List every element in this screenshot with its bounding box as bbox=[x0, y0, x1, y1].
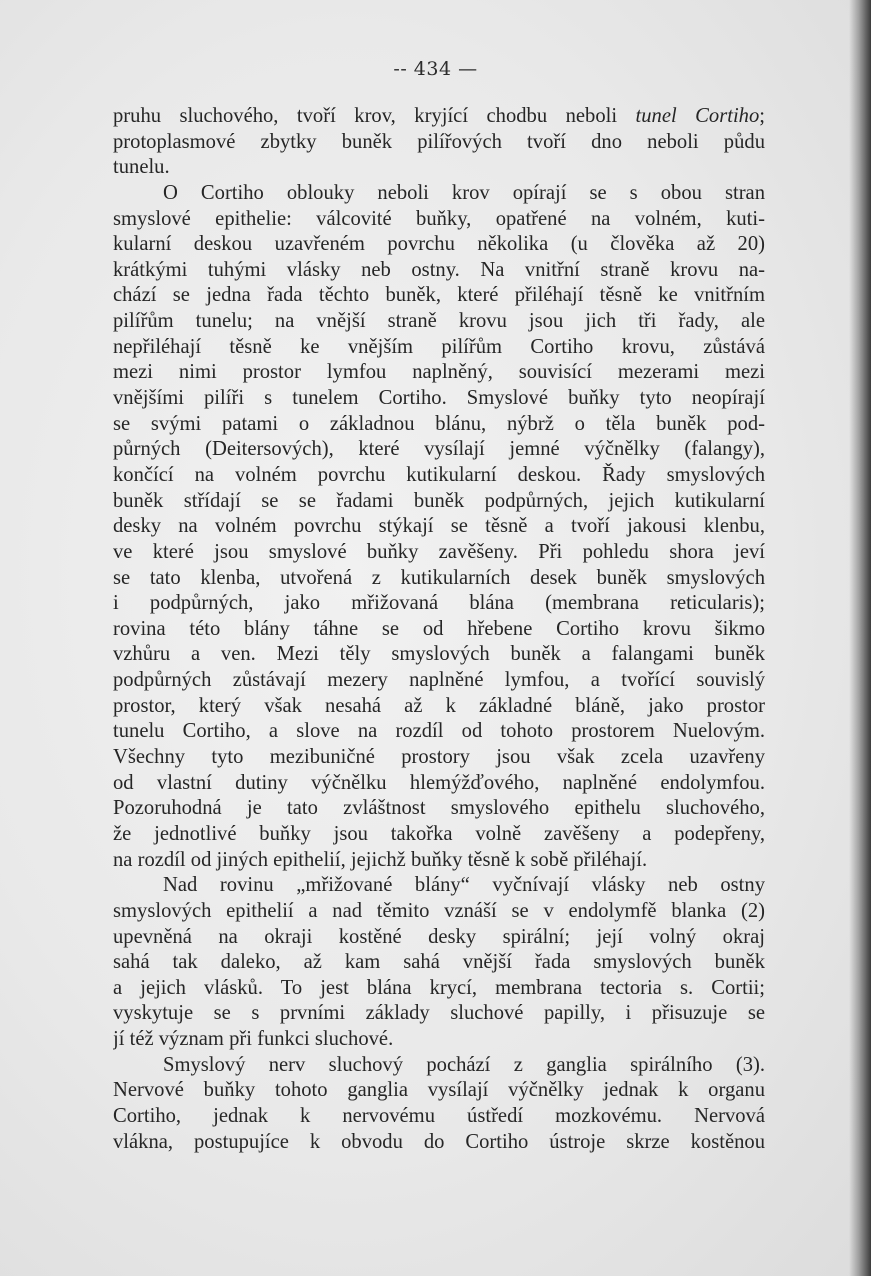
text-run: se tato klenba, utvořená z kutikularních desek buněk smyslových bbox=[113, 566, 765, 589]
text-line bbox=[113, 591, 765, 617]
text-line bbox=[113, 642, 765, 668]
text-line bbox=[113, 925, 765, 951]
text-line bbox=[113, 207, 765, 233]
text-line bbox=[113, 514, 765, 540]
text-run: vzhůru a ven. Mezi těly smyslových buněk a falangami buněk bbox=[113, 643, 765, 666]
text-run: tunelu. bbox=[113, 156, 170, 179]
text-line bbox=[113, 745, 765, 771]
paragraph-first-line bbox=[113, 873, 765, 899]
body-text bbox=[113, 104, 765, 1155]
text-run: na rozdíl od jiných epithelií, jejichž buňky těsně k sobě přiléhají. bbox=[113, 848, 648, 871]
text-run: Cortiho, jednak k nervovému ústředí mozkovému. Nervová bbox=[113, 1104, 765, 1127]
text-run: smyslových epithelií a nad těmito vznáší se v endolymfě blanka (2) bbox=[113, 899, 765, 922]
text-run: O Cortiho oblouky neboli krov opírají se s obou stran bbox=[163, 181, 765, 204]
text-line bbox=[113, 1130, 765, 1156]
page-binding-shadow bbox=[849, 0, 871, 1276]
text-line bbox=[113, 540, 765, 566]
text-line bbox=[113, 155, 765, 181]
text-line bbox=[113, 1001, 765, 1027]
text-run: vyskytuje se s prvními základy sluchové papilly, i přisuzuje se bbox=[113, 1002, 765, 1025]
text-line bbox=[113, 360, 765, 386]
text-run: jí též význam při funkci sluchové. bbox=[113, 1028, 394, 1051]
text-run: vlákna, postupujíce k obvodu do Cortiho ústroje skrze kostěnou bbox=[113, 1130, 765, 1153]
text-line bbox=[113, 489, 765, 515]
text-line bbox=[113, 1104, 765, 1130]
text-run: tunelu Cortiho, a slove na rozdíl od tohoto prostorem Nuelovým. bbox=[113, 720, 765, 743]
text-run: Smyslový nerv sluchový pochází z ganglia spirálního (3). bbox=[163, 1053, 765, 1076]
text-run: ; bbox=[759, 105, 765, 127]
text-run: ve které jsou smyslové buňky zavěšeny. Při pohledu shora jeví bbox=[113, 540, 765, 563]
text-run: buněk střídají se se řadami buněk podpůrných, jejich kutikularní bbox=[113, 489, 765, 512]
page-number: -- 434 — bbox=[393, 58, 478, 80]
text-line bbox=[113, 771, 765, 797]
italic-term: tunel Cortiho bbox=[635, 105, 760, 127]
text-run: upevněná na okraji kostěné desky spirální; její volný okraj bbox=[113, 925, 765, 948]
text-run: pilířům tunelu; na vnější straně krovu jsou jich tři řady, ale bbox=[113, 310, 765, 333]
text-line bbox=[113, 566, 765, 592]
text-line bbox=[113, 463, 765, 489]
text-run: mezi nimi prostor lymfou naplněný, souvisící mezerami mezi bbox=[113, 361, 765, 384]
text-line bbox=[113, 335, 765, 361]
text-line bbox=[113, 1027, 765, 1053]
text-line bbox=[113, 976, 765, 1002]
text-run: Nad rovinu „mřižované blány“ vyčnívají vlásky neb ostny bbox=[163, 874, 765, 897]
text-run: pruhu sluchového, tvoří krov, kryjící chodbu neboli bbox=[113, 105, 636, 127]
paragraph-first-line bbox=[113, 104, 765, 130]
text-run: se svými patami o základnou blánu, nýbrž o těla buněk pod- bbox=[113, 412, 765, 435]
text-line bbox=[113, 1078, 765, 1104]
text-line bbox=[113, 283, 765, 309]
text-line bbox=[113, 899, 765, 925]
text-run: sahá tak daleko, až kam sahá vnější řada smyslových buněk bbox=[113, 951, 765, 974]
text-run: půrných (Deitersových), které vysílají jemné výčnělky (falangy), bbox=[113, 438, 765, 461]
text-line bbox=[113, 386, 765, 412]
text-run: krátkými tuhými vlásky neb ostny. Na vnitřní straně krovu na- bbox=[113, 258, 765, 281]
text-line bbox=[113, 258, 765, 284]
text-run: že jednotlivé buňky jsou takořka volně zavěšeny a podepřeny, bbox=[113, 822, 765, 845]
paragraph-first-line bbox=[113, 181, 765, 207]
text-run: vnějšími pilíři s tunelem Cortiho. Smyslové buňky tyto neopírají bbox=[113, 387, 765, 410]
text-run: a jejich vlásků. To jest blána krycí, membrana tectoria s. Cortii; bbox=[113, 976, 765, 999]
text-run: smyslové epithelie: válcovité buňky, opatřené na volném, kuti- bbox=[113, 207, 765, 230]
text-line bbox=[113, 668, 765, 694]
text-run: nepřiléhají těsně ke vnějším pilířům Cortiho krovu, zůstává bbox=[113, 335, 765, 358]
text-run: chází se jedna řada těchto buněk, které přiléhají těsně ke vnitřním bbox=[113, 284, 765, 307]
text-line bbox=[113, 617, 765, 643]
text-line bbox=[113, 848, 765, 874]
text-line bbox=[113, 694, 765, 720]
text-run: desky na volném povrchu stýkají se těsně a tvoří jakousi klenbu, bbox=[113, 515, 765, 538]
text-line bbox=[113, 796, 765, 822]
text-line bbox=[113, 719, 765, 745]
text-line bbox=[113, 437, 765, 463]
text-line bbox=[113, 950, 765, 976]
text-run: od vlastní dutiny výčnělku hlemýžďového, naplněné endolymfou. bbox=[113, 771, 765, 794]
text-run: protoplasmové zbytky buněk pilířových tvoří dno neboli půdu bbox=[113, 130, 765, 153]
text-line bbox=[113, 130, 765, 156]
text-run: i podpůrných, jako mřižovaná blána (membrana reticularis); bbox=[113, 592, 765, 615]
text-line bbox=[113, 412, 765, 438]
text-run: rovina této blány táhne se od hřebene Cortiho krovu šikmo bbox=[113, 617, 765, 640]
text-run: Nervové buňky tohoto ganglia vysílají výčnělky jednak k organu bbox=[113, 1079, 765, 1102]
paragraph-first-line bbox=[113, 1053, 765, 1079]
text-run: prostor, který však nesahá až k základné bláně, jako prostor bbox=[113, 694, 765, 717]
text-run: končící na volném povrchu kutikularní deskou. Řady smyslových bbox=[113, 463, 765, 486]
text-run: kularní deskou uzavřeném povrchu několika (u člověka až 20) bbox=[113, 233, 765, 256]
text-line bbox=[113, 232, 765, 258]
text-run: Pozoruhodná je tato zvláštnost smyslového epithelu sluchového, bbox=[113, 797, 765, 820]
text-run: Všechny tyto mezibuničné prostory jsou však zcela uzavřeny bbox=[113, 746, 765, 769]
text-run: podpůrných zůstávají mezery naplněné lymfou, a tvořící souvislý bbox=[113, 669, 765, 692]
text-line bbox=[113, 309, 765, 335]
text-line bbox=[113, 822, 765, 848]
